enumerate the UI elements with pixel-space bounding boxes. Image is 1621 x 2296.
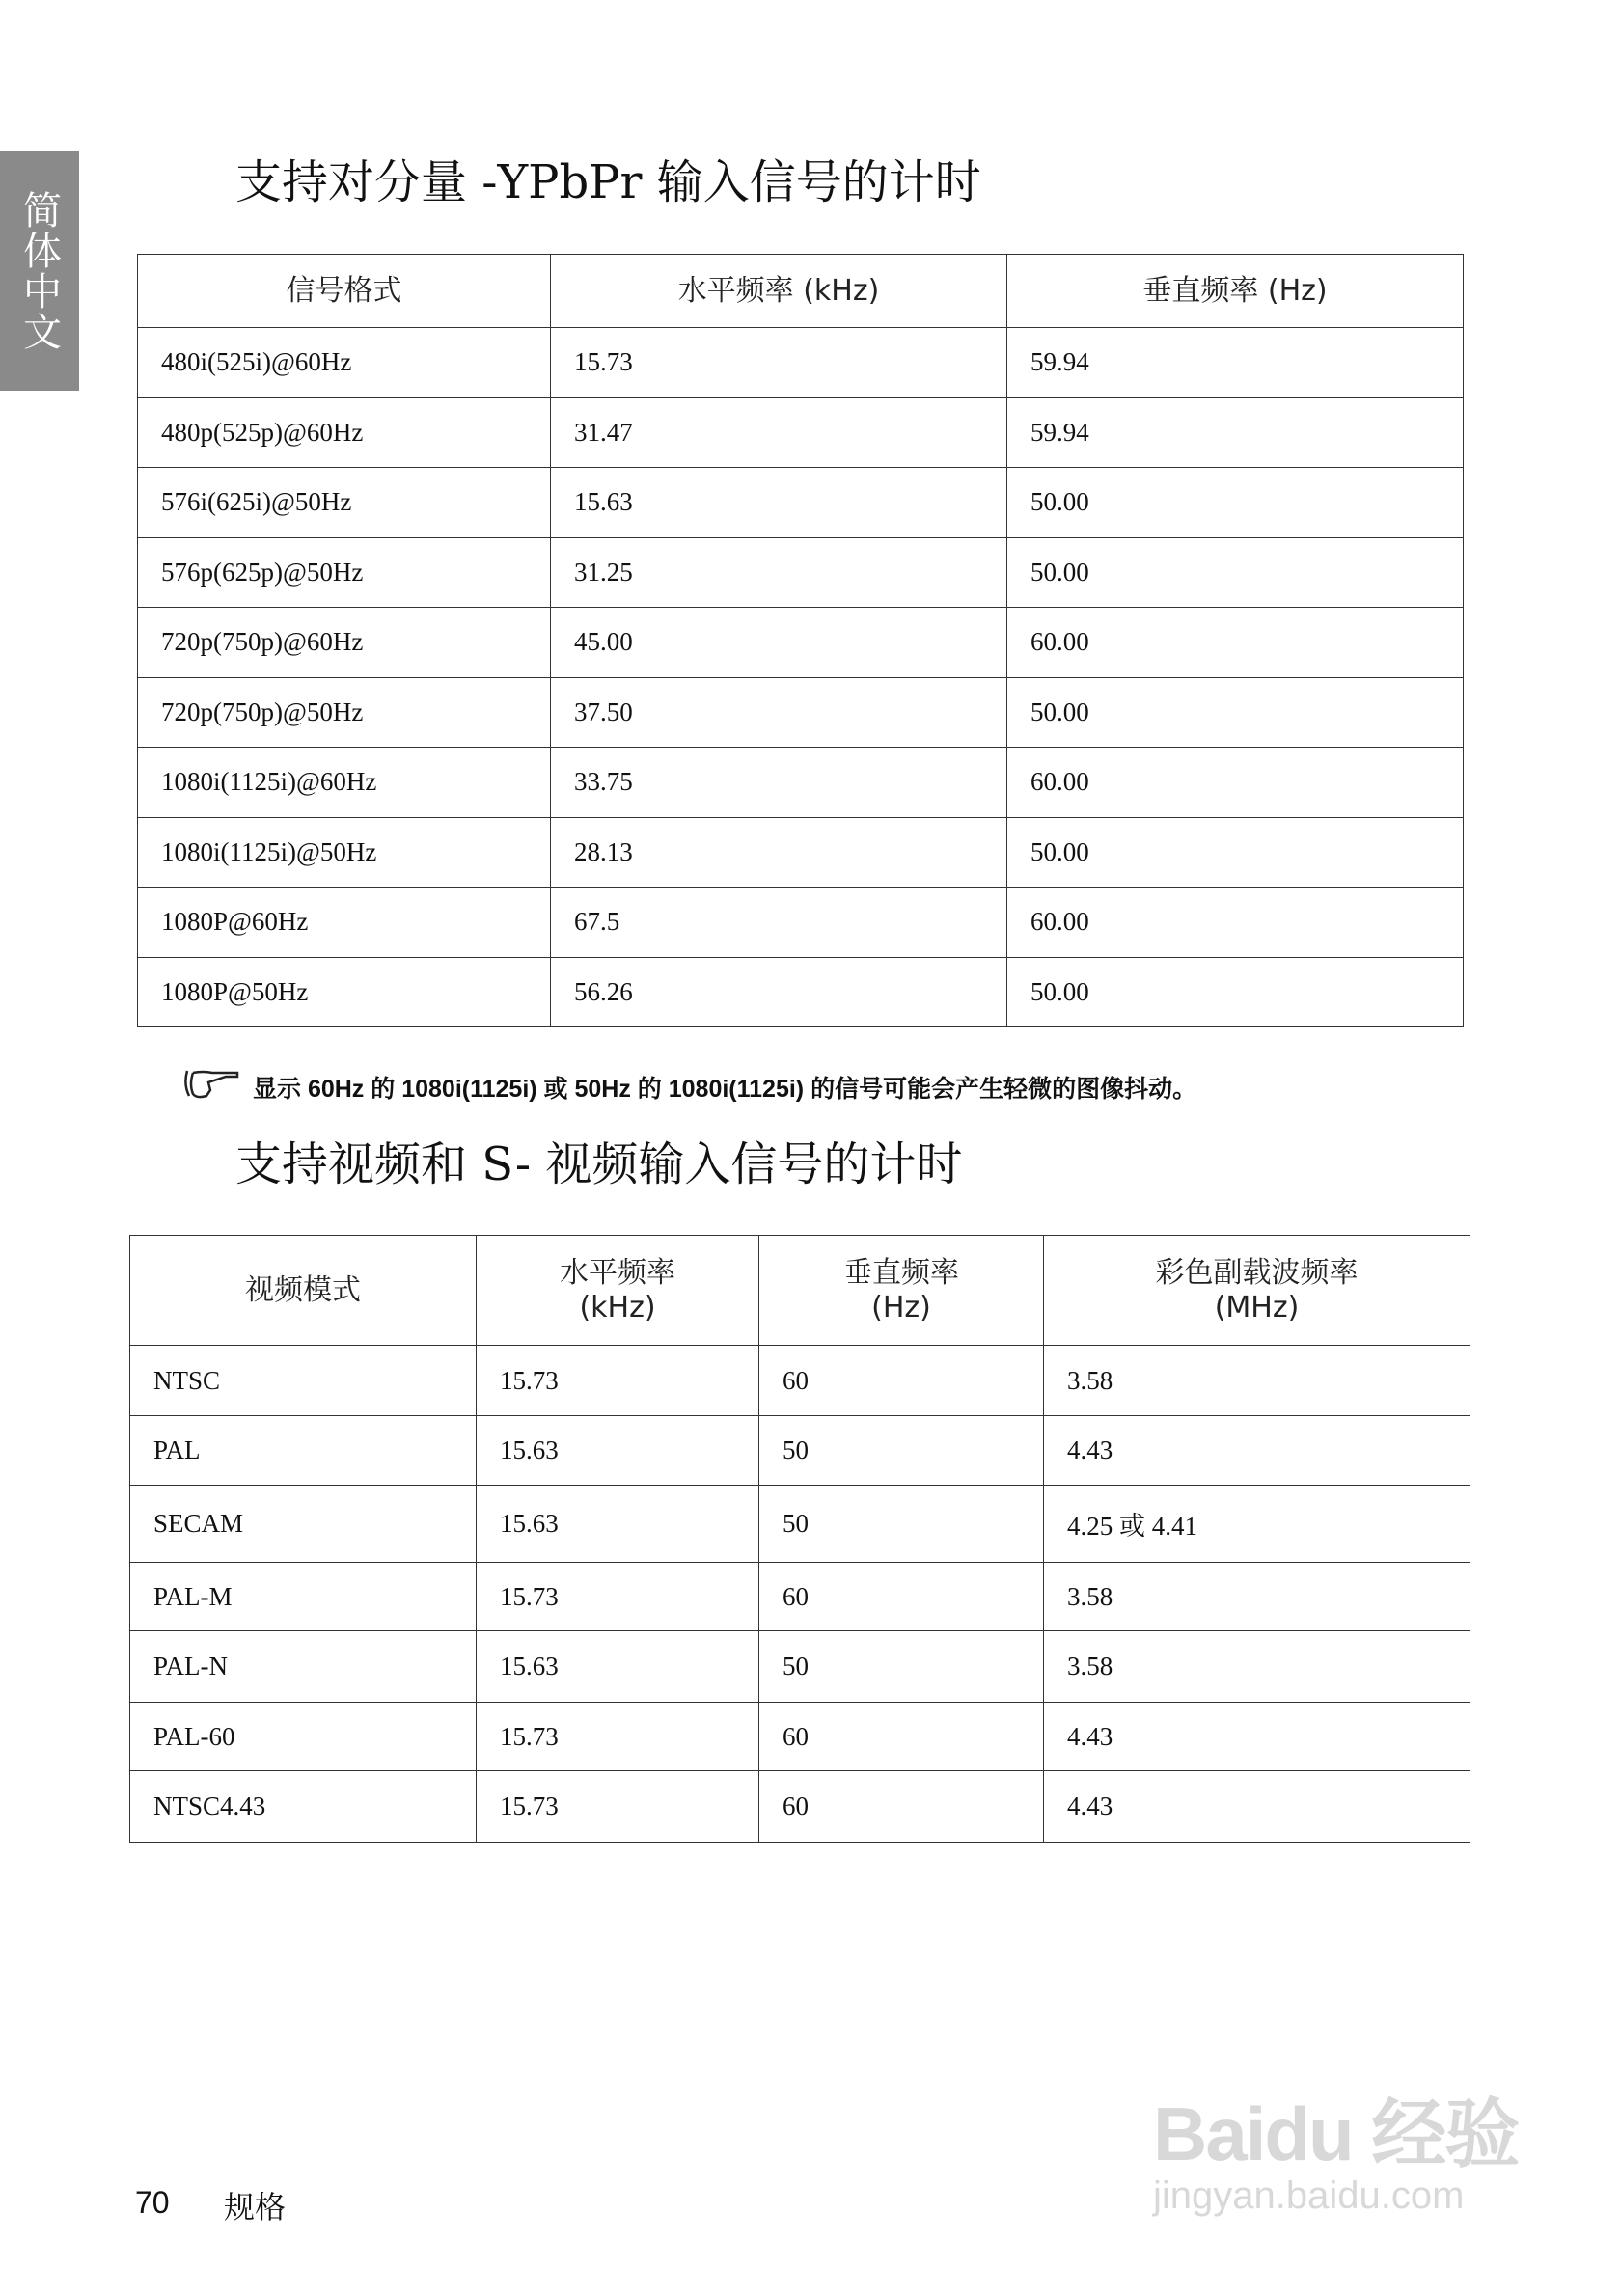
column-header: 垂直频率 (Hz) xyxy=(759,1236,1044,1346)
page-number: 70 xyxy=(135,2185,170,2220)
table-cell: PAL-M xyxy=(130,1563,477,1631)
watermark-url: jingyan.baidu.com xyxy=(1153,2174,1465,2217)
column-header: 彩色副载波频率 (MHz) xyxy=(1044,1236,1470,1346)
table-cell: 33.75 xyxy=(551,748,1007,818)
table-cell: 576p(625p)@50Hz xyxy=(138,537,551,608)
table-cell: 60 xyxy=(759,1771,1044,1843)
column-header: 信号格式 xyxy=(138,255,551,328)
table-cell: 50 xyxy=(759,1486,1044,1563)
table-cell: NTSC4.43 xyxy=(130,1771,477,1843)
table-cell: 4.25 或 4.41 xyxy=(1044,1486,1470,1563)
table-cell: 28.13 xyxy=(551,817,1007,888)
column-header: 水平频率 (kHz) xyxy=(477,1236,759,1346)
table-cell: 4.43 xyxy=(1044,1703,1470,1771)
column-header: 水平频率 (kHz) xyxy=(551,255,1007,328)
column-header: 垂直频率 (Hz) xyxy=(1007,255,1464,328)
footer-section-label: 规格 xyxy=(224,2189,287,2226)
table-cell: 60 xyxy=(759,1563,1044,1631)
table-cell: 50.00 xyxy=(1007,537,1464,608)
pointing-hand-icon xyxy=(183,1067,243,1107)
table-cell: 4.43 xyxy=(1044,1771,1470,1843)
column-header: 视频模式 xyxy=(130,1236,477,1346)
table-cell: 15.73 xyxy=(551,328,1007,398)
table-cell: 3.58 xyxy=(1044,1563,1470,1631)
table-cell: 60.00 xyxy=(1007,888,1464,958)
table-cell: 576i(625i)@50Hz xyxy=(138,468,551,538)
table-row xyxy=(138,537,1464,608)
table-cell: 45.00 xyxy=(551,608,1007,678)
table-cell: 50.00 xyxy=(1007,468,1464,538)
table-cell: 15.73 xyxy=(477,1703,759,1771)
table-cell: 15.63 xyxy=(551,468,1007,538)
table-cell: 60 xyxy=(759,1346,1044,1416)
table-cell: 59.94 xyxy=(1007,328,1464,398)
table-cell: 1080P@50Hz xyxy=(138,957,551,1027)
table-row xyxy=(130,1631,1470,1703)
table-row xyxy=(138,957,1464,1027)
table-cell: 1080i(1125i)@60Hz xyxy=(138,748,551,818)
table-row xyxy=(138,888,1464,958)
table-row xyxy=(130,1346,1470,1416)
table-cell: 56.26 xyxy=(551,957,1007,1027)
video-timing-table xyxy=(129,1235,1470,1843)
table-cell: 15.63 xyxy=(477,1416,759,1486)
table-cell: 50 xyxy=(759,1416,1044,1486)
table-row xyxy=(138,468,1464,538)
table-cell: 480i(525i)@60Hz xyxy=(138,328,551,398)
table-row xyxy=(138,328,1464,398)
table-cell: 50.00 xyxy=(1007,957,1464,1027)
table-cell: 15.73 xyxy=(477,1771,759,1843)
table-cell: 15.63 xyxy=(477,1486,759,1563)
section1-title: 支持对分量 -YPbPr 输入信号的计时 xyxy=(235,155,981,209)
table-cell: PAL-60 xyxy=(130,1703,477,1771)
table-row xyxy=(138,817,1464,888)
table-row xyxy=(130,1703,1470,1771)
table-row xyxy=(138,608,1464,678)
table-cell: 37.50 xyxy=(551,677,1007,748)
table-row xyxy=(130,1771,1470,1843)
table-cell: 59.94 xyxy=(1007,397,1464,468)
table-cell: 50.00 xyxy=(1007,817,1464,888)
table-cell: PAL-N xyxy=(130,1631,477,1703)
table-cell: 15.73 xyxy=(477,1563,759,1631)
table-cell: 31.47 xyxy=(551,397,1007,468)
table-cell: 50 xyxy=(759,1631,1044,1703)
table-cell: NTSC xyxy=(130,1346,477,1416)
section2-title: 支持视频和 S- 视频输入信号的计时 xyxy=(235,1137,963,1191)
table-row xyxy=(138,397,1464,468)
table-cell: 4.43 xyxy=(1044,1416,1470,1486)
table-row xyxy=(138,748,1464,818)
table-row xyxy=(138,677,1464,748)
table-cell: 31.25 xyxy=(551,537,1007,608)
table-cell: 15.63 xyxy=(477,1631,759,1703)
table-cell: 50.00 xyxy=(1007,677,1464,748)
table-cell: 60.00 xyxy=(1007,748,1464,818)
table-cell: 3.58 xyxy=(1044,1346,1470,1416)
note-text: 显示 60Hz 的 1080i(1125i) 或 50Hz 的 1080i(1125i) 的信号可能会产生轻微的图像抖动。 xyxy=(253,1075,1197,1103)
table-cell: 3.58 xyxy=(1044,1631,1470,1703)
table-cell: 15.73 xyxy=(477,1346,759,1416)
baidu-jingyan-watermark xyxy=(1153,2074,1518,2218)
table-row xyxy=(130,1563,1470,1631)
table-cell: 480p(525p)@60Hz xyxy=(138,397,551,468)
table-cell: SECAM xyxy=(130,1486,477,1563)
table-cell: PAL xyxy=(130,1416,477,1486)
language-side-tab xyxy=(0,151,79,391)
table-cell: 60.00 xyxy=(1007,608,1464,678)
ypbpr-timing-table xyxy=(137,254,1464,1027)
table-cell: 720p(750p)@60Hz xyxy=(138,608,551,678)
table-cell: 67.5 xyxy=(551,888,1007,958)
table-row xyxy=(130,1416,1470,1486)
table-cell: 60 xyxy=(759,1703,1044,1771)
table-cell: 1080i(1125i)@50Hz xyxy=(138,817,551,888)
table-cell: 1080P@60Hz xyxy=(138,888,551,958)
table-row xyxy=(130,1486,1470,1563)
side-tab-label: 简体中文 xyxy=(16,190,62,352)
table-cell: 720p(750p)@50Hz xyxy=(138,677,551,748)
watermark-logo: Baidu 经验 xyxy=(1153,2091,1519,2176)
note xyxy=(183,1067,1196,1107)
